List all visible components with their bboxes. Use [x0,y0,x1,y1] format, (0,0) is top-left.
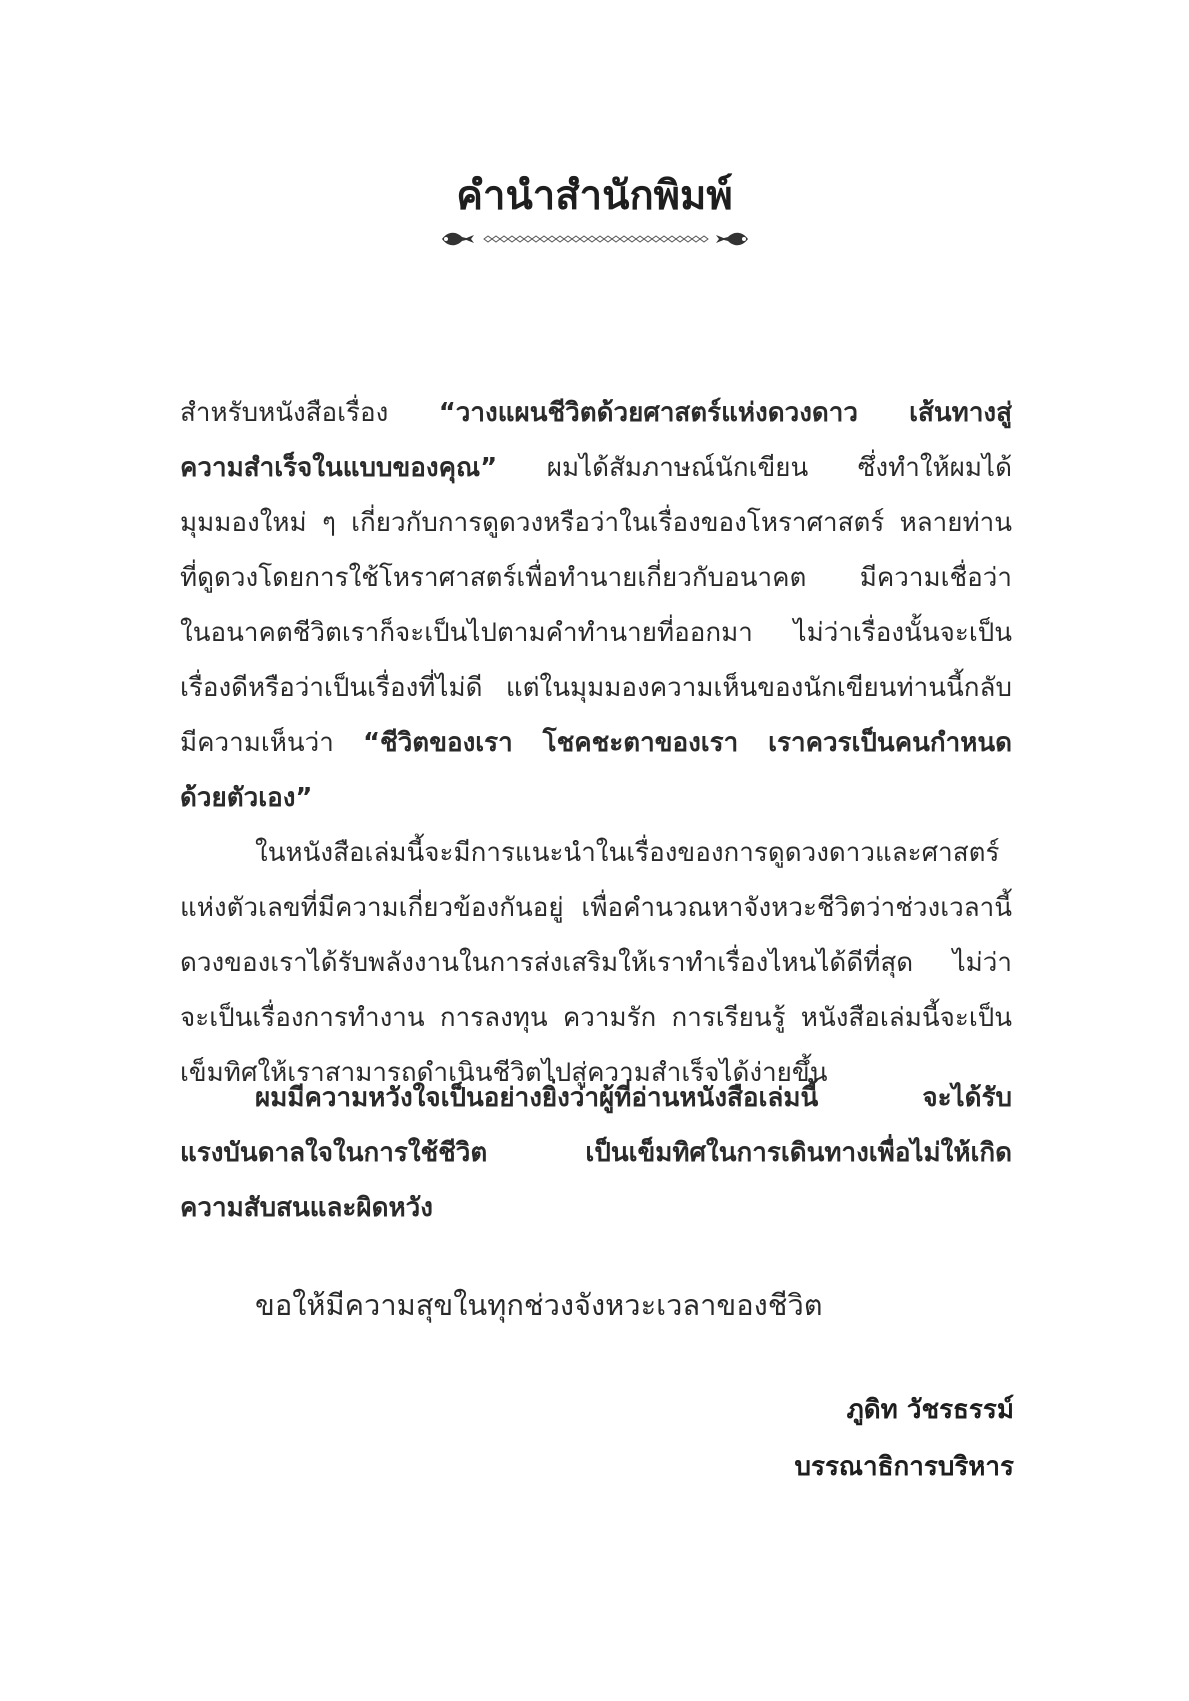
paragraph-line: ที่ดูดวงโดยการใช้โหราศาสตร์เพื่อทำนายเกี่ยวกับอนาคต มีความเชื่อว่า [180,563,1012,593]
paragraph-line: ผมมีความหวังใจเป็นอย่างยิ่งว่าผู้ที่อ่านหนังสือเล่มนี้ จะได้รับ [255,1083,1012,1113]
ornament-diamond [628,236,636,242]
closing-wish: ขอให้มีความสุขในทุกช่วงจังหวะเวลาของชีวิต [255,1288,823,1322]
ornament-diamond [524,236,532,242]
ornament-diamond [620,236,628,242]
ornament-diamond [572,236,580,242]
ornament-diamond [676,236,684,242]
ornament-diamond [644,236,652,242]
signature-name: ภูดิท วัชรธรรม์ [846,1395,1014,1425]
paragraph-hope [180,1071,1012,1236]
ornament-diamond [692,236,700,242]
ornament-diamond [548,236,556,242]
paragraph-line: ด้วยตัวเอง” [180,783,313,813]
paragraph-intro [180,386,1012,826]
ornamental-divider-icon [440,226,750,252]
ornament-diamond [652,236,660,242]
ornament-diamond [660,236,668,242]
paragraph-line: ในหนังสือเล่มนี้จะมีการแนะนำในเรื่องของการดูดวงดาวและศาสตร์ [255,838,1000,868]
ornament-diamond [516,236,524,242]
ornament-diamond [684,236,692,242]
ornament-diamond [580,236,588,242]
paragraph-content [180,826,1012,1101]
ornament-diamond [532,236,540,242]
paragraph-line: สำหรับหนังสือเรื่อง “วางแผนชีวิตด้วยศาสตร์แห่งดวงดาว เส้นทางสู่ [180,398,1012,428]
paragraph-line: แห่งตัวเลขที่มีความเกี่ยวข้องกันอยู่ เพื่อคำนวณหาจังหวะชีวิตว่าช่วงเวลานี้ [180,893,1012,923]
ornament-diamond [500,236,508,242]
page-title: คำนำสำนักพิมพ์ [456,173,733,219]
paragraph-line: ดวงของเราได้รับพลังงานในการส่งเสริมให้เราทำเรื่องไหนได้ดีที่สุด ไม่ว่า [180,948,1012,978]
paragraph-line: ความสับสนและผิดหวัง [180,1193,433,1223]
paragraph-line: ในอนาคตชีวิตเราก็จะเป็นไปตามคำทำนายที่ออกมา ไม่ว่าเรื่องนั้นจะเป็น [180,618,1012,648]
signature-role: บรรณาธิการบริหาร [794,1452,1014,1482]
ornament-diamond [700,236,708,242]
ornament-diamond [484,236,492,242]
ornament-diamond [668,236,676,242]
paragraph-line: ความสำเร็จในแบบของคุณ” ผมได้สัมภาษณ์นักเขียน ซึ่งทำให้ผมได้ [180,453,1012,483]
ornament-diamond [636,236,644,242]
ornament-diamond [604,236,612,242]
ornament-diamond [508,236,516,242]
paragraph-line: เรื่องดีหรือว่าเป็นเรื่องที่ไม่ดี แต่ในมุมมองความเห็นของนักเขียนท่านนี้กลับ [180,673,1012,703]
ornament-diamond [596,236,604,242]
ornament-diamond [540,236,548,242]
paragraph-line: แรงบันดาลใจในการใช้ชีวิต เป็นเข็มทิศในการเดินทางเพื่อไม่ให้เกิด [180,1138,1012,1168]
ornament-diamond [556,236,564,242]
paragraph-line: จะเป็นเรื่องการทำงาน การลงทุน ความรัก การเรียนรู้ หนังสือเล่มนี้จะเป็น [180,1003,1012,1033]
paragraph-line: เข็มทิศให้เราสามารถดำเนินชีวิตไปสู่ความสำเร็จได้ง่ายขึ้น [180,1058,828,1088]
ornament-diamond [588,236,596,242]
paragraph-line: มีความเห็นว่า “ชีวิตของเรา โชคชะตาของเรา เราควรเป็นคนกำหนด [180,728,1012,758]
ornament-diamond [492,236,500,242]
ornament-diamond [564,236,572,242]
paragraph-line: มุมมองใหม่ ๆ เกี่ยวกับการดูดวงหรือว่าในเรื่องของโหราศาสตร์ หลายท่าน [180,508,1012,538]
ornament-diamond [612,236,620,242]
